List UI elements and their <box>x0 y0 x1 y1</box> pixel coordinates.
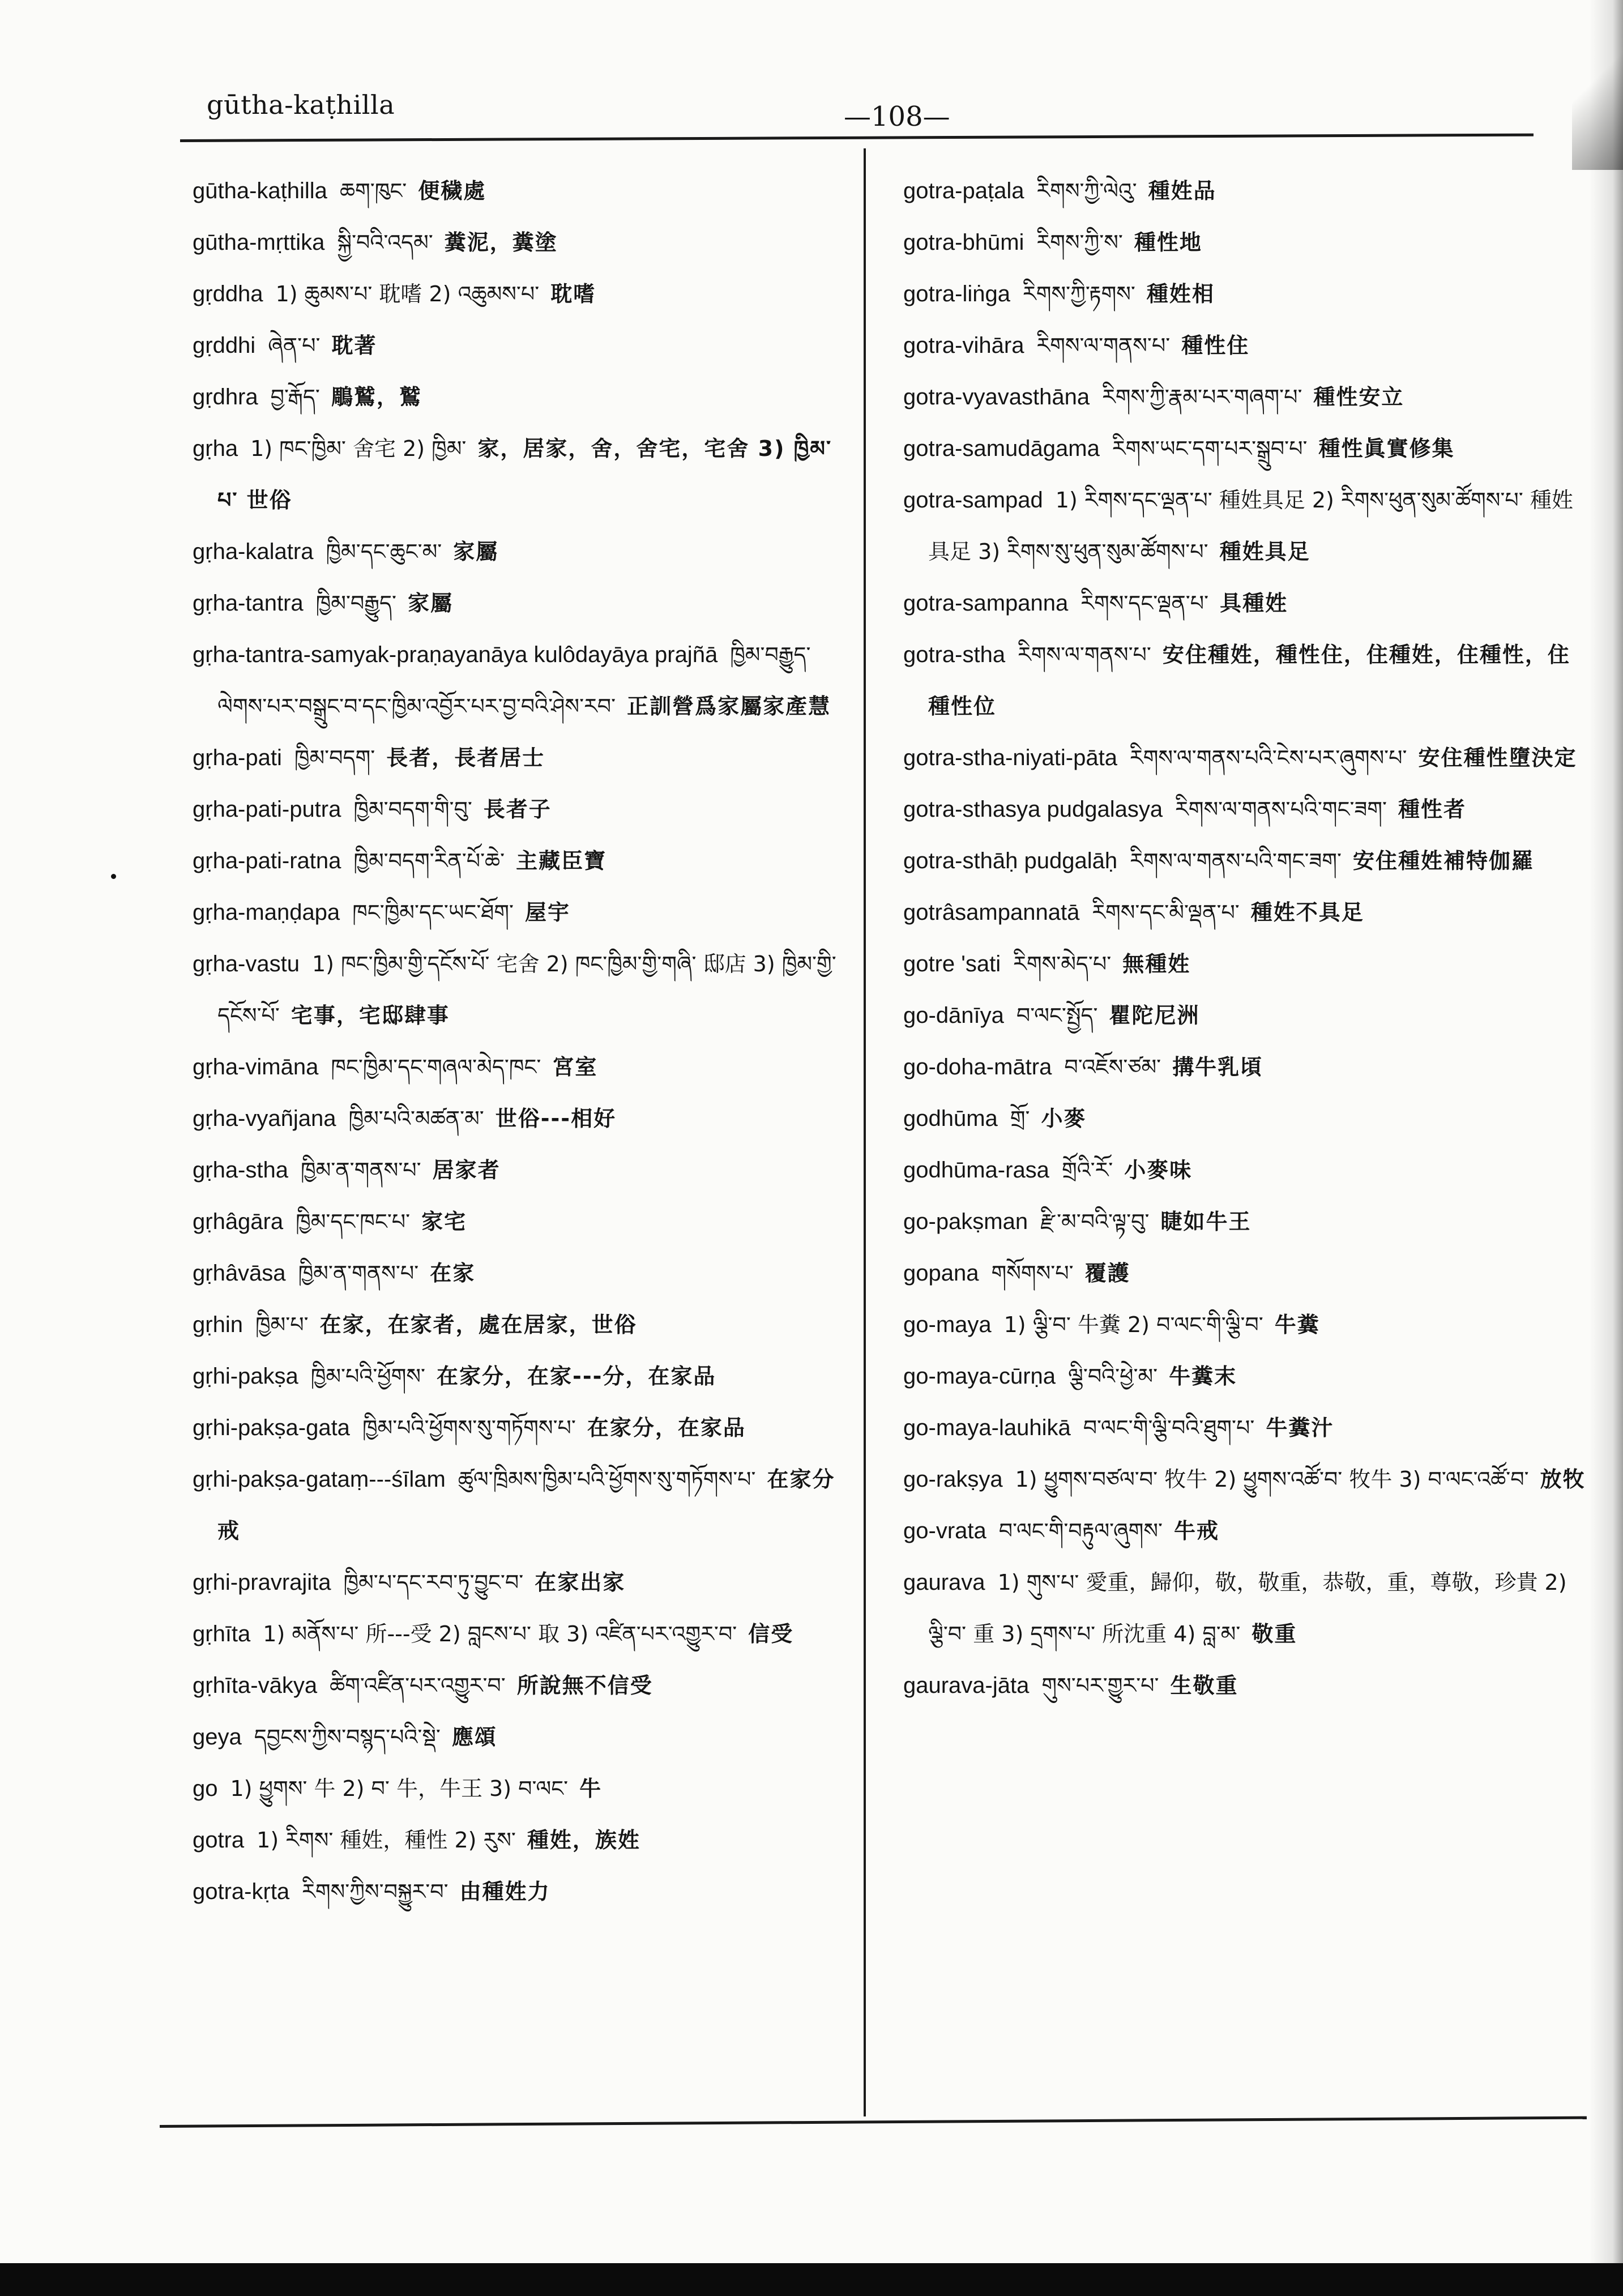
dictionary-entry <box>903 1351 1591 1402</box>
left-column <box>193 165 838 1918</box>
headword: gṛdhra <box>193 385 258 409</box>
headword: gṛha-pati-ratna <box>193 848 341 873</box>
dictionary-entry <box>193 165 838 217</box>
dictionary-entry <box>193 578 838 629</box>
headword: gṛhi-pakṣa-gata <box>193 1415 350 1440</box>
chinese-gloss: 主藏臣寶 <box>516 848 607 873</box>
headword: geya <box>193 1725 242 1749</box>
dictionary-entry <box>193 1608 838 1660</box>
header-rule <box>180 134 1534 142</box>
dictionary-entry <box>193 1712 838 1763</box>
tibetan-equivalent: 1) མནོས་པ་ 所---受 2) བླངས་པ་ 取 3) འཛིན་པར་འགྱུར་བ་ <box>263 1621 737 1646</box>
tibetan-equivalent: གྲོ་ <box>1010 1106 1030 1131</box>
chinese-gloss: 便穢處 <box>418 178 486 203</box>
chinese-gloss: 長者子 <box>483 797 552 822</box>
chinese-gloss: 種姓品 <box>1148 178 1216 203</box>
page-edge-shadow <box>1589 0 1623 2296</box>
chinese-gloss: 種姓，族姓 <box>527 1828 640 1853</box>
dictionary-entry <box>193 732 838 784</box>
dictionary-entry <box>193 526 838 578</box>
headword: gṛhâvāsa <box>193 1261 286 1286</box>
headword: gotra-stha-niyati-pāta <box>903 745 1117 770</box>
chinese-gloss: 在家分，在家品 <box>587 1415 746 1440</box>
dictionary-entry <box>193 1145 838 1196</box>
dictionary-entry <box>193 784 838 835</box>
tibetan-equivalent: བ་ལང་གི་ལྕི་བའི་ཐུག་པ་ <box>1083 1415 1255 1440</box>
tibetan-equivalent: ཁྱིམ་པའི་མཚན་མ་ <box>348 1106 484 1131</box>
tibetan-equivalent: ཁྱིམ་དང་ཁང་པ་ <box>296 1209 411 1234</box>
tibetan-equivalent: ཁྱིམ་བརྒྱུད་ལེགས་པར་བསྒྲུང་བ་དང་ཁྱིམ་འབྱོར་པར་བྱ་བའི་ཤེས་རབ་ <box>217 642 811 719</box>
tibetan-equivalent: རིགས་ཀྱི་རྣམ་པར་གཞག་པ་ <box>1102 385 1302 409</box>
dictionary-entry <box>903 1042 1591 1093</box>
chinese-gloss: 由種姓力 <box>459 1879 550 1904</box>
headword: go-dānīya <box>903 1003 1004 1028</box>
dictionary-entry <box>193 1196 838 1248</box>
chinese-gloss: 居家者 <box>432 1158 501 1183</box>
headword: go-maya-cūrṇa <box>903 1364 1056 1389</box>
dictionary-entry <box>903 629 1591 732</box>
dictionary-entry <box>903 938 1591 990</box>
dictionary-entry <box>193 320 838 372</box>
chinese-gloss: 家宅 <box>421 1209 467 1234</box>
tibetan-equivalent: རིགས་ཀྱིས་བསྐྱུར་བ་ <box>302 1879 449 1904</box>
dictionary-entry <box>193 1660 838 1712</box>
tibetan-equivalent: གྲོའི་རོ་ <box>1061 1158 1113 1183</box>
tibetan-equivalent: ཁྱིམ་བདག་གི་བུ་ <box>353 797 472 822</box>
tibetan-equivalent: ཁྱིམ་བདག་ <box>294 745 375 770</box>
chinese-gloss: 鵰鷲，鷲 <box>331 385 422 409</box>
tibetan-equivalent: རིགས་ཀྱི་ས་ <box>1036 230 1123 255</box>
headword: gṛhi-pakṣa <box>193 1364 298 1389</box>
tibetan-equivalent: རིགས་མེད་པ་ <box>1013 951 1112 976</box>
dictionary-entry <box>903 1402 1591 1454</box>
tibetan-equivalent: 1) ཕྱུགས་ 牛 2) བ་ 牛，牛王 3) བ་ལང་ <box>230 1776 569 1801</box>
dictionary-entry <box>903 732 1591 784</box>
dictionary-entry <box>903 320 1591 372</box>
headword: gṛha-pati-putra <box>193 797 341 822</box>
tibetan-equivalent: ཞེན་པ་ <box>268 333 321 358</box>
chinese-gloss: 在家出家 <box>535 1570 626 1595</box>
tibetan-equivalent: ཆག་ཁུང་ <box>339 178 407 203</box>
tibetan-equivalent: རྫི་མ་བའི་ལྟ་བུ་ <box>1040 1209 1150 1234</box>
tibetan-equivalent: ཁྱིམ་ན་གནས་པ་ <box>300 1158 421 1183</box>
chinese-gloss: 睫如牛王 <box>1160 1209 1252 1234</box>
headword: gotra-stha <box>903 642 1006 667</box>
tibetan-equivalent: བ་ལང་སྤྱོད་ <box>1016 1003 1098 1028</box>
headword: gṛhin <box>193 1312 243 1337</box>
dictionary-entry <box>903 887 1591 938</box>
headword: gṛddhi <box>193 333 256 358</box>
headword: gṛha-vimāna <box>193 1055 319 1079</box>
dictionary-entry <box>193 1763 838 1815</box>
tibetan-equivalent: རིགས་དང་མི་ལྡན་པ་ <box>1092 900 1240 925</box>
headword: gotra-bhūmi <box>903 230 1024 255</box>
chinese-gloss: 小麥 <box>1041 1106 1087 1131</box>
chinese-gloss: 生敬重 <box>1170 1673 1238 1698</box>
chinese-gloss: 在家分戒 <box>217 1467 835 1543</box>
chinese-gloss: 耽著 <box>331 333 377 358</box>
chinese-gloss: 具種姓 <box>1220 591 1288 616</box>
tibetan-equivalent: བྱ་རྒོད་ <box>270 385 320 409</box>
dictionary-entry <box>193 268 838 320</box>
headword: gṛha-pati <box>193 745 282 770</box>
dictionary-entry <box>903 835 1591 887</box>
headword: gotre 'sati <box>903 951 1001 976</box>
headword: gopana <box>903 1261 979 1286</box>
chinese-gloss: 安住種性墮決定 <box>1418 745 1577 770</box>
dictionary-entry <box>193 1248 838 1299</box>
dictionary-entry <box>193 887 838 938</box>
chinese-gloss: 安住種姓，種性住，住種姓，住種性，住種性位 <box>928 642 1570 719</box>
dictionary-entry <box>903 1505 1591 1557</box>
headword: gotra <box>193 1828 245 1853</box>
headword: godhūma-rasa <box>903 1158 1049 1183</box>
chinese-gloss: 宮室 <box>552 1055 598 1079</box>
tibetan-equivalent: ཁྱིམ་པའི་ཕྱོགས་ <box>310 1364 426 1389</box>
page-corner-shadow <box>1572 23 1623 170</box>
tibetan-equivalent: ཁྱིམ་པ་ <box>255 1312 309 1337</box>
dictionary-entry <box>193 629 838 732</box>
dictionary-entry <box>903 990 1591 1042</box>
headword: gotrâsampannatā <box>903 900 1080 925</box>
chinese-gloss: 種姓相 <box>1146 281 1215 306</box>
tibetan-equivalent: ཁྱིམ་ན་གནས་པ་ <box>298 1261 419 1286</box>
dictionary-entry <box>193 217 838 268</box>
headword: gotra-kṛta <box>193 1879 290 1904</box>
headword: go-maya <box>903 1312 992 1337</box>
dictionary-entry <box>903 475 1591 578</box>
dictionary-entry <box>193 372 838 423</box>
tibetan-equivalent: རིགས་ཀྱི་ལེའུ་ <box>1036 178 1137 203</box>
chinese-gloss: 瞿陀尼洲 <box>1109 1003 1200 1028</box>
tibetan-equivalent: 1) ལྕི་བ་ 牛糞 2) བ་ལང་གི་ལྕི་བ་ <box>1003 1312 1263 1337</box>
chinese-gloss: 安住種姓補特伽羅 <box>1352 848 1534 873</box>
headword: godhūma <box>903 1106 998 1131</box>
headword: gūtha-kaṭhilla <box>193 178 327 203</box>
headword: gotra-sthāḥ pudgalāḥ <box>903 848 1118 873</box>
headword: gaurava-jāta <box>903 1673 1030 1698</box>
chinese-gloss: 種姓具足 <box>1219 539 1310 564</box>
chinese-gloss: 牛 <box>579 1776 603 1801</box>
chinese-gloss: 家屬 <box>408 591 454 616</box>
chinese-gloss: 牛戒 <box>1174 1518 1220 1543</box>
chinese-gloss: 種性眞實修集 <box>1318 436 1455 461</box>
tibetan-equivalent: ཚིག་འཛིན་པར་འགྱུར་བ་ <box>330 1673 506 1698</box>
chinese-gloss: 糞泥，糞塗 <box>444 230 558 255</box>
headword: gotra-vyavasthāna <box>903 385 1090 409</box>
dictionary-entry <box>903 1660 1591 1712</box>
headword: gūtha-mṛttika <box>193 230 325 255</box>
chinese-gloss: 牛糞 <box>1274 1312 1320 1337</box>
tibetan-equivalent: ཁང་ཁྱིམ་དང་ཡང་ཐོག་ <box>352 900 514 925</box>
dictionary-entry <box>193 1815 838 1866</box>
margin-dot <box>111 874 116 879</box>
running-head: gūtha-kaṭhilla <box>207 89 395 120</box>
dictionary-entry <box>903 1196 1591 1248</box>
headword: gṛhīta <box>193 1621 251 1646</box>
chinese-gloss: 所說無不信受 <box>516 1673 653 1698</box>
headword: gṛha-vastu <box>193 951 300 976</box>
tibetan-equivalent: སྐྱི་བའི་འདམ་ <box>337 230 433 255</box>
dictionary-entry <box>903 423 1591 475</box>
dictionary-entry <box>193 1093 838 1145</box>
tibetan-equivalent: ཁྱིམ་པ་དང་རབ་ཏུ་བྱུང་བ་ <box>343 1570 524 1595</box>
tibetan-equivalent: རིགས་དང་ལྡན་པ་ <box>1080 591 1209 616</box>
headword: gṛha-tantra-samyak-praṇayanāya kulôdayāya prajñā <box>193 642 718 667</box>
dictionary-entry <box>193 938 838 1042</box>
tibetan-equivalent: 1) ཁང་ཁྱིམ་གྱི་དངོས་པོ་ 宅舍 2) ཁང་ཁྱིམ་གྱི་གཞི་ 邸店 3) ཁྱིམ་གྱི་དངོས་པོ་ <box>217 951 836 1028</box>
chinese-gloss: 無種姓 <box>1122 951 1191 976</box>
tibetan-equivalent: རིགས་ཀྱི་རྟགས་ <box>1023 281 1135 306</box>
tibetan-equivalent: 1) ཁང་ཁྱིམ་ 舍宅 2) ཁྱིམ་ <box>250 436 467 461</box>
page-number: —108— <box>844 101 950 133</box>
headword: go-rakṣya <box>903 1467 1003 1492</box>
dictionary-entry <box>903 268 1591 320</box>
scan-bottom-edge <box>0 2263 1623 2296</box>
footer-rule <box>160 2116 1587 2128</box>
headword: gṛhi-pakṣa-gataṃ---śīlam <box>193 1467 446 1492</box>
tibetan-equivalent: 1) རིགས་དང་ལྡན་པ་ 種姓具足 2) རིགས་ཕུན་སུམ་ཚོགས་པ་ 種姓具足 3) རིགས་སུ་ཕུན་སུམ་ཚོགས་པ་ <box>928 488 1573 564</box>
column-divider <box>864 148 866 2116</box>
chinese-gloss: 家屬 <box>453 539 499 564</box>
headword: gotra-liṅga <box>903 281 1011 306</box>
chinese-gloss: 搆牛乳頃 <box>1172 1055 1263 1079</box>
dictionary-entry <box>903 165 1591 217</box>
chinese-gloss: 正訓營爲家屬家產慧 <box>627 694 831 719</box>
headword: go-doha-mātra <box>903 1055 1052 1079</box>
headword: go-pakṣman <box>903 1209 1028 1234</box>
tibetan-equivalent: བ་ལང་གི་བརྟུལ་ཞུགས་ <box>998 1518 1163 1543</box>
dictionary-entry <box>903 1454 1591 1505</box>
chinese-gloss: 家，居家，舍，舍宅，宅舍 3) ཁྱིམ་པ་ 世俗 <box>217 436 832 513</box>
chinese-gloss: 覆護 <box>1084 1261 1130 1286</box>
chinese-gloss: 牛糞末 <box>1169 1364 1237 1389</box>
tibetan-equivalent: ཚུལ་ཁྲིམས་ཁྱིམ་པའི་ཕྱོགས་སུ་གཏོགས་པ་ <box>458 1467 756 1492</box>
dictionary-entry <box>193 1402 838 1454</box>
headword: gṛddha <box>193 281 263 306</box>
headword: gṛha-maṇḍapa <box>193 900 340 925</box>
headword: gotra-sampanna <box>903 591 1069 616</box>
headword: gṛhīta-vākya <box>193 1673 318 1698</box>
chinese-gloss: 信受 <box>748 1621 794 1646</box>
chinese-gloss: 牛糞汁 <box>1266 1415 1334 1440</box>
headword: gaurava <box>903 1570 985 1595</box>
chinese-gloss: 種性安立 <box>1313 385 1404 409</box>
headword: go-vrata <box>903 1518 986 1543</box>
dictionary-entry <box>193 1454 838 1557</box>
headword: gotra-paṭala <box>903 178 1024 203</box>
dictionary-entry <box>903 1299 1591 1351</box>
chinese-gloss: 種性者 <box>1398 797 1466 822</box>
dictionary-entry <box>193 423 838 526</box>
headword: gṛha-stha <box>193 1158 288 1183</box>
headword: gṛhi-pravrajita <box>193 1570 331 1595</box>
dictionary-entry <box>193 835 838 887</box>
chinese-gloss: 種性住 <box>1181 333 1250 358</box>
right-column <box>903 165 1591 1712</box>
tibetan-equivalent: 1) ཕྱུགས་བཙལ་བ་ 牧牛 2) ཕྱུགས་འཚོ་བ་ 牧牛 3) བ་ལང་འཚོ་བ་ <box>1015 1467 1529 1492</box>
tibetan-equivalent: ཁྱིམ་བདག་རིན་པོ་ཆེ་ <box>353 848 505 873</box>
chinese-gloss: 應頌 <box>451 1725 497 1749</box>
chinese-gloss: 長者，長者居士 <box>386 745 545 770</box>
dictionary-entry <box>903 1248 1591 1299</box>
chinese-gloss: 在家 <box>430 1261 476 1286</box>
headword: gotra-samudāgama <box>903 436 1100 461</box>
tibetan-equivalent: ཁྱིམ་དང་ཆུང་མ་ <box>326 539 442 564</box>
tibetan-equivalent: 1) ཆུམས་པ་ 耽嗜 2) འཆུམས་པ་ <box>275 281 540 306</box>
dictionary-entry <box>193 1299 838 1351</box>
tibetan-equivalent: དབྱངས་ཀྱིས་བསྙད་པའི་སྡེ་ <box>254 1725 441 1749</box>
dictionary-entry <box>903 784 1591 835</box>
tibetan-equivalent: ཁྱིམ་བརྒྱུད་ <box>315 591 397 616</box>
chinese-gloss: 屋宇 <box>525 900 571 925</box>
chinese-gloss: 種性地 <box>1134 230 1202 255</box>
dictionary-entry <box>903 578 1591 629</box>
tibetan-equivalent: གུས་པར་གྱུར་པ་ <box>1041 1673 1159 1698</box>
tibetan-equivalent: རིགས་ལ་གནས་པ་ <box>1036 333 1171 358</box>
tibetan-equivalent: 1) གུས་པ་ 愛重，歸仰，敬，敬重，恭敬，重，尊敬，珍貴 2) ལྕི་བ་ 重 3) དྲགས་པ་ 所沈重 4) བླ་མ་ <box>928 1570 1567 1646</box>
tibetan-equivalent: 1) རིགས་ 種姓，種性 2) རུས་ <box>257 1828 516 1853</box>
headword: gotra-sampad <box>903 488 1043 513</box>
tibetan-equivalent: ཁྱིམ་པའི་ཕྱོགས་སུ་གཏོགས་པ་ <box>362 1415 576 1440</box>
dictionary-entry <box>193 1557 838 1608</box>
chinese-gloss: 小麥味 <box>1124 1158 1193 1183</box>
chinese-gloss: 世俗---相好 <box>495 1106 617 1131</box>
tibetan-equivalent: རིགས་ལ་གནས་པའི་གང་ཟག་ <box>1175 797 1387 822</box>
dictionary-entry <box>903 1145 1591 1196</box>
tibetan-equivalent: རིགས་ལ་གནས་པའི་གང་ཟག་ <box>1130 848 1342 873</box>
headword: gotra-vihāra <box>903 333 1024 358</box>
dictionary-entry <box>193 1351 838 1402</box>
headword: gṛha-vyañjana <box>193 1106 336 1131</box>
dictionary-entry <box>903 1093 1591 1145</box>
headword: go <box>193 1776 218 1801</box>
headword: go-maya-lauhikā <box>903 1415 1071 1440</box>
tibetan-equivalent: གསོགས་པ་ <box>991 1261 1074 1286</box>
dictionary-entry <box>193 1042 838 1093</box>
tibetan-equivalent: རིགས་ཡང་དག་པར་སྒྲུབ་པ་ <box>1112 436 1308 461</box>
tibetan-equivalent: ཁང་ཁྱིམ་དང་གཞལ་མེད་ཁང་ <box>331 1055 541 1079</box>
headword: gṛha-kalatra <box>193 539 314 564</box>
dictionary-entry <box>903 1557 1591 1660</box>
dictionary-entry <box>903 217 1591 268</box>
headword: gṛha-tantra <box>193 591 304 616</box>
tibetan-equivalent: བ་འཇོས་ཙམ་ <box>1064 1055 1161 1079</box>
tibetan-equivalent: ལྕི་བའི་ཕྱེ་མ་ <box>1068 1364 1158 1389</box>
headword: gṛhâgāra <box>193 1209 284 1234</box>
chinese-gloss: 種姓不具足 <box>1250 900 1364 925</box>
chinese-gloss: 在家，在家者，處在居家，世俗 <box>319 1312 637 1337</box>
chinese-gloss: 敬重 <box>1252 1621 1297 1646</box>
chinese-gloss: 宅事，宅邸肆事 <box>291 1003 450 1028</box>
dictionary-entry <box>903 372 1591 423</box>
chinese-gloss: 放牧 <box>1540 1467 1586 1492</box>
tibetan-equivalent: རིགས་ལ་གནས་པ་ <box>1018 642 1151 667</box>
dictionary-entry <box>193 1866 838 1918</box>
headword: gṛha <box>193 436 238 461</box>
tibetan-equivalent: རིགས་ལ་གནས་པའི་ངེས་པར་ཞུགས་པ་ <box>1129 745 1407 770</box>
chinese-gloss: 在家分，在家---分，在家品 <box>437 1364 716 1389</box>
headword: gotra-sthasya pudgalasya <box>903 797 1163 822</box>
chinese-gloss: 耽嗜 <box>550 281 596 306</box>
